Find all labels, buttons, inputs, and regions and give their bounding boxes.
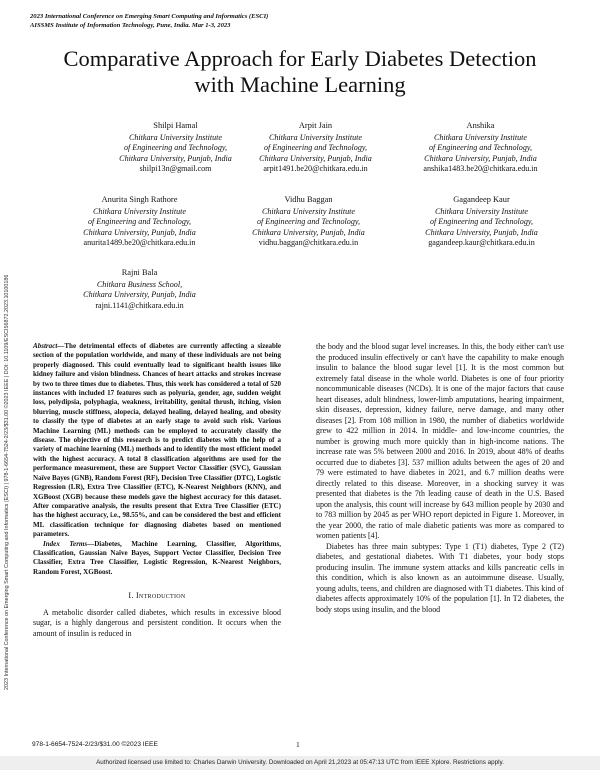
header-line-2: AISSMS Institute of Information Technology, Pune, India. Mar 1-3, 2023 xyxy=(30,21,231,29)
doi-sidebar: 2023 International Conference on Emerging Smart Computing and Informatics (ESCI) | 978-1-6654-7524-2/23/$31.00 ©2023 IEEE | DOI: 10.1109/ESCI56872.2023.10100186 xyxy=(4,274,10,690)
author-affiliation: Chitkara University Institute xyxy=(434,206,529,216)
author-affiliation: Chitkara Business School, xyxy=(96,279,183,289)
authorized-use-notice: Authorized licensed use limited to: Charles Darwin University. Downloaded on April 21,2023 at 05:47:13 UTC from IEEE Xplore. Restrictions apply. xyxy=(96,759,504,766)
author-affiliation: Chitkara University Institute xyxy=(261,206,356,216)
left-column xyxy=(33,342,281,639)
author-affiliation: Chitkara University Institute xyxy=(433,132,528,142)
header-line-1: 2023 International Conference on Emerging Smart Computing and Informatics (ESCI) xyxy=(30,13,269,20)
author-email: vidhu.baggan@chitkara.edu.in xyxy=(258,238,359,248)
index-terms-label: Index Terms xyxy=(43,539,88,548)
author-block xyxy=(393,121,568,175)
title-line-1: Comparative Approach for Early Diabetes Detection xyxy=(63,46,537,71)
page-number: 1 xyxy=(296,740,300,749)
author-affiliation: of Engineering and Technology, xyxy=(256,217,361,227)
author-affiliation: Chitkara University Institute xyxy=(128,132,223,142)
title-line-2: with Machine Learning xyxy=(194,72,406,97)
author-block xyxy=(228,121,403,175)
author-block xyxy=(52,195,227,249)
index-terms xyxy=(33,540,281,578)
author-block xyxy=(394,195,569,249)
author-name: Arpit Jain xyxy=(298,121,333,130)
author-affiliation: of Engineering and Technology, xyxy=(87,217,192,227)
author-affiliation: of Engineering and Technology, xyxy=(123,143,228,153)
intro-paragraph: A metabolic disorder called diabetes, which results in excessive blood sugar, is a highly dangerous and persistent condition. It occurs when the amount of insulin is reduced in xyxy=(33,607,281,638)
author-email: arpit1491.be20@chitkara.edu.in xyxy=(263,164,368,174)
author-name: Rajni Bala xyxy=(121,268,158,277)
author-affiliation: Chitkara University, Punjab, India xyxy=(259,153,372,163)
author-name: Gagandeep Kaur xyxy=(453,195,510,204)
author-affiliation: of Engineering and Technology, xyxy=(263,143,368,153)
author-email: anshika1483.be20@chitkara.edu.in xyxy=(423,164,538,174)
author-affiliation: Chitkara University, Punjab, India xyxy=(424,153,537,163)
author-affiliation: Chitkara University, Punjab, India xyxy=(83,227,196,237)
abstract xyxy=(33,342,281,540)
author-email: anurita1489.be20@chitkara.edu.in xyxy=(83,238,196,248)
author-email: shilpi13n@gmail.com xyxy=(139,164,212,174)
author-name: Anshika xyxy=(466,121,495,130)
copyright-footer: 978-1-6654-7524-2/23/$31.00 ©2023 IEEE xyxy=(32,741,158,748)
abstract-text: —The detrimental effects of diabetes are currently affecting a sizeable section of the population worldwide, and many of these individuals are not being properly diagnosed. This could eventually lead to significant health issues like kidney failure and vision blindness. Chances of heart attacks and strokes increase by two to three times due to diabetes. Thus, this work has considered a total of 520 instances with included 17 features such as polyuria, gender, age, sudden weight loss, polydipsia, polyphagia, weakness, irritability, genital thrush, itching, vision blurring, muscle stiffness, alopecia, delayed healing, delayed healing, and obesity to classify the type of diabetes at an early stage to avoid such risk. Various Machine Learning (ML) methods can be employed to accurately classify the disease. The objective of this research is to predict diabetes with the help of a variety of machine learning (ML) methods and to identify the most efficient model with the highest accuracy. A total 8 classification algorithms are used for the performance measurement, these are Support Vector Classifier (SVC), Gaussian Naïve Bayes (GNB), Random Forest (RF), Decision Tree Classifier (DTC), Logistic Regression (LR), Extra Tree Classifier (ETC), K-Nearest Neighbors (KNN), and XGBoost (XGB) because these models gave the highest accuracy for this dataset. After comparative analysis, the results present that Extra Tree Classifier (ETC) has the highest accuracy, i.e., 98.55%, and can be considered the best and efficient ML classification technique for diagnosing diabetes based on mentioned parameters. xyxy=(33,342,281,539)
body-paragraph: the body and the blood sugar level increases. In this, the body either can't use the produced insulin effectively or can't have the capability to make enough insulin to balance the blood sugar level [1]. It is the most common but extremely fatal disease in the whole world. Diabetes is one of four priority noncommunicable diseases (NCDs). It is one of the major factors that cause heart diseases, adult blindness, lower-limb amputations, hearing impairment, skin diseases, depression, kidney failure, nerve damage, and many other diseases [2]. From 108 million in 1980, the number of diabetics worldwide grew to 422 million in 2014. In middle- and low-income countries, the number is growing much more quickly than in high-income nations. The increase rate was 5% between 2000 and 2016. In 2019, about 48% of deaths occurred due to diabetes [3]. 537 million adults between the ages of 20 and 79 were estimated to have diabetes in 2021, and 6.7 million deaths were directly related to this disease. Moreover, in a shocking survey it was presented that diabetes is the 7th leading cause of death in the U.S. Based upon the analysis, this count will increase by 643 million people by 2030 and to 783 million by 2045 as per WHO report depicted in Figure 1. Moreover, in the year 2000, the ratio of male diabetic patients was more as compared to women patients [4]. xyxy=(316,342,564,540)
author-affiliation: Chitkara University, Punjab, India xyxy=(119,153,232,163)
author-affiliation: Chitkara University Institute xyxy=(268,132,363,142)
abstract-label: Abstract xyxy=(33,342,58,350)
author-affiliation: of Engineering and Technology, xyxy=(428,143,533,153)
author-affiliation: Chitkara University Institute xyxy=(92,206,187,216)
author-name: Vidhu Baggan xyxy=(284,195,333,204)
section-heading: I. Introduction xyxy=(128,591,186,601)
author-block xyxy=(221,195,396,249)
author-email: rajni.1141@chitkara.edu.in xyxy=(95,300,184,310)
author-name: Anurita Singh Rathore xyxy=(101,195,178,204)
author-affiliation: Chitkara University, Punjab, India xyxy=(425,227,538,237)
body-paragraph: Diabetes has three main subtypes: Type 1 (T1) diabetes, Type 2 (T2) diabetes, and gestational diabetes. With T1 diabetes, your body stops producing insulin. The immune system attacks and kills pancreatic cells in this condition, which is also known as an autoimmune disease. Usually, young adults, teens, and children are diagnosed with T1 diabetes. This kind of diabetes affects approximately 10% of the population [1]. In T2 diabetes, the body stops using insulin, and the blood xyxy=(316,541,564,614)
index-terms-text: —Diabetes, Machine Learning, Classifier, Algorithms, Classification, Gaussian Naïve Bayes, Support Vector Classifier, Decision Tree Classifier, Extra Tree Classifier, Logistic Regression, K-Nearest Neighbors, Random Forest, XGBoost. xyxy=(33,539,281,576)
right-column xyxy=(316,342,564,615)
author-affiliation: of Engineering and Technology, xyxy=(429,217,534,227)
author-name: Shilpi Hamal xyxy=(153,121,198,130)
author-block xyxy=(52,268,227,311)
author-email: gagandeep.kaur@chitkara.edu.in xyxy=(428,238,535,248)
paper-title xyxy=(20,46,580,98)
author-affiliation: Chitkara University, Punjab, India xyxy=(252,227,365,237)
conference-header xyxy=(30,13,268,30)
author-affiliation: Chitkara University, Punjab, India xyxy=(83,290,196,300)
